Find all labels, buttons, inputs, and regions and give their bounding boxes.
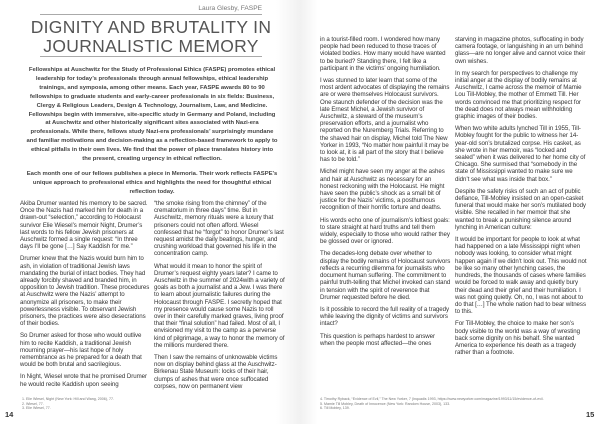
footnote: 6. Till Mobley, 139. xyxy=(320,406,350,411)
block-quote: It would be important for people to look at what had happened on a late Mississippi night when nobody was looking, to consider what might happen again if we didn’t look out. This would not be like so many other lynching cases, the hundreds, the thousands of cases where families would be forced to walk away and quietly bury their dead and their grief and their humiliation. I was not going quietly. Oh, no, I was not about to do that […] The whole nation had to bear witness to this. xyxy=(455,236,587,316)
intro-paragraph: Each month one of our fellows publishes a piece in Memoria. Their work reflects FASPE’s unique approach to professional ethics and highlights the need for thoughtful ethical reflection today. xyxy=(26,170,278,195)
body-paragraph: The decades-long debate over whether to display the bodily remains of Holocaust survivors reflects a recurring dilemma for journalists who document human suffering. The commitment to painful truth-telling that Michel invoked can stand in tension with the spirit of reverence that Drumer requested before he died. xyxy=(320,250,451,301)
header-rule xyxy=(40,14,262,15)
footnote: 5. Mamie Till Mobley, Death of Innocence (New York: Random House, 2003), 133. xyxy=(320,401,451,406)
body-paragraph: I was stunned to later learn that some of the most ardent advocates of displaying the remains are or were themselves Holocaust survivors. One staunch defender of the decision was the late Ernest Michel, a Jewish survivor of Auschwitz, a steward of the museum’s preservation efforts, and a journalist who reported on the Nuremberg Trials. Referring to the shaved hair on display, Michel told The New Yorker in 1993, “No matter how painful it may be to look at, it is all part of the story that I believe has to be told.” xyxy=(320,77,450,164)
body-paragraph: “the smoke rising from the chimney” of the crematorium in three days” time. But in Auschwitz, memory rituals were a luxury that prisoners could not often afford. Wiesel confessed that he “forgot” to honor Drumer’s last request amidst the daily beatings, hunger, and crushing workload that governed his life in the concentration camp. xyxy=(154,200,284,258)
body-paragraph: So Drumer asked for those who would outlive him to recite Kaddish, a traditional Jewish mourning prayer—his last hope of holy remembrance as he prepared for a death that would be both brutal and sacrilegious. xyxy=(20,332,142,369)
left-column-2 xyxy=(154,200,286,390)
body-paragraph: When two white adults lynched Till in 1955, Till-Mobley fought for the public to witness her 14-year-old son’s brutalized corpse. His casket, as she wrote in her memoir, was “locked and sealed” when it was delivered to her home city of Chicago. She surmised that “somebody in the state of Mississippi wanted to make sure we didn’t see what was inside that box.” xyxy=(455,125,586,183)
page-number: 15 xyxy=(586,410,595,419)
intro-paragraph: Fellowships at Auschwitz for the Study of Professional Ethics (FASPE) promotes ethical leadership for today’s professionals through annual fellowships, ethical leadership trainings, and symposia, among other means. Each year, FASPE awards 80 to 90 fellowships to graduate students and early-career professionals in six fields: Business, Clergy & Religious Leaders, Design & Technology, Journalism, Law, and Medicine. Fellowships begin with immersive, site-specific study in Germany and Poland, including at Auschwitz and other historically significant sites associated with Nazi-era professionals. While there, fellows study Nazi-era professionals’ surprisingly mundane and familiar motivations and decision-making as a reflection-based framework to apply to ethical pitfalls in their own lives. We find that the power of place translates history into the present, creating urgency in ethical reflection. xyxy=(26,67,278,163)
footnote: 3. Elie Wiesel, 77. xyxy=(22,406,51,411)
body-paragraph: In my search for perspectives to challenge my initial anger at the display of bodily remains at Auschwitz, I came across the memoir of Mamie Lou Till-Mobley, the mother of Emmett Till. Her words convinced me that prioritizing respect for the dead does not always mean withholding graphic images of their bodies. xyxy=(455,69,582,121)
title-rule xyxy=(40,56,262,57)
body-paragraph: His words echo one of journalism’s loftiest goals: to stare straight at hard truths and tell them widely, especially to those who would rather they be glossed over or ignored. xyxy=(320,216,450,246)
author-byline: Laura Glesby, FASPE xyxy=(198,5,262,12)
intro-blurb xyxy=(26,66,278,197)
body-paragraph: In Night, Wiesel wrote that he promised Drumer he would recite Kaddish upon seeing xyxy=(20,373,148,388)
footnote: 1. Elie Wiesel, Night (New York: Hill and Wang, 2006), 77. xyxy=(22,397,114,401)
left-column-1 xyxy=(20,200,150,388)
body-paragraph: Despite the safety risks of such an act of public defiance, Till-Mobley insisted on an open-casket funeral that would make her son’s mutilated body visible. She recalled in her memoir that she wanted to break a punishing silence around lynching in American culture: xyxy=(455,187,586,231)
body-paragraph: Michel might have seen my anger at the ashes and hair at Auschwitz as necessary for an honest reckoning with the Holocaust. He might have seen the public’s shock as a small bit of justice for the Nazis’ victims, a posthumous recognition of their horrific torture and deaths. xyxy=(320,168,445,212)
body-paragraph: What would it mean to honor the spirit of Drumer’s request eighty years later? I came to Auschwitz in the summer of 2024with a variety of goals as both a journalist and a Jew. I was there to learn about journalistic failures during the Holocaust through FASPE. I secretly hoped that my presence would cause some Nazis to roll over in their carefully marked graves, living proof that their “final solution” had failed. Most of all, I envisioned my visit to the camp as a perverse kind of pilgrimage, a way to honor the memory of the millions murdered there. xyxy=(154,262,285,349)
footnotes xyxy=(320,397,578,411)
right-column-2 xyxy=(455,36,587,356)
right-page xyxy=(300,0,600,424)
body-paragraph: For Till-Mobley, the choice to make her son’s body visible to the world was a way of wresting back some dignity on his behalf. She wanted America to experience his death as a tragedy rather than a footnote. xyxy=(455,320,580,357)
footnotes xyxy=(22,397,272,411)
body-paragraph: starving in magazine photos, suffocating in body camera footage, or languishing in an urn behind glass—are no longer alive and cannot voice their own wishes. xyxy=(455,36,586,65)
body-paragraph: Then I saw the remains of unknowable victims now on display behind glass at the Auschwitz-Birkenau State Museum: locks of their hair, clumps of ashes that were once suffocated corpses, now on permanent view xyxy=(154,354,278,390)
footnote: 2. Wiesel, 77. xyxy=(22,401,44,406)
body-paragraph: Akiba Drumer wanted his memory to be sacred. Once the Nazis had marked him for death in a drawn-out “selection,” according to Holocaust survivor Elie Wiesel’s memoir Night, Drumer’s last words to his fellow Jewish prisoners at Auschwitz formed a single request: “In three days I’ll be gone […] Say Kaddish for me.” xyxy=(20,200,148,251)
article-title: DIGNITY AND BRUTALITY IN JOURNALISTIC MEMORY xyxy=(30,17,272,56)
body-paragraph: in a tourist-filled room. I wondered how many people had been reduced to those traces of violated bodies. How many would have wanted to be buried? Standing there, I felt like a participant in the victims’ ongoing humiliation. xyxy=(320,36,446,72)
body-paragraph: Is it possible to record the full reality of a tragedy while leaving the dignity of victims and survivors intact? xyxy=(320,305,450,328)
body-paragraph: Drumer knew that the Nazis would burn him to ash, in violation of traditional Jewish laws mandating the burial of intact bodies. They had already forcibly shaved and branded him, in opposition to Jewish tradition. These procedures at Auschwitz were the Nazis’ attempt to anonymize all prisoners, to make their powerlessness visible. To observant Jewish prisoners, the practices were also desecrations of their bodies. xyxy=(20,255,150,328)
body-paragraph: This question is perhaps hardest to answer when the people most affected—the ones xyxy=(320,332,435,347)
page-number: 14 xyxy=(5,410,14,419)
right-column-1 xyxy=(320,36,451,347)
footnote: 4. Timothy Ryback, “Evidence of Evil,” The New Yorker, 7 (Inquadis 1993, https://www.newyorker.com/magazine/1993/11/15/evidence-of-evil. xyxy=(320,397,544,401)
